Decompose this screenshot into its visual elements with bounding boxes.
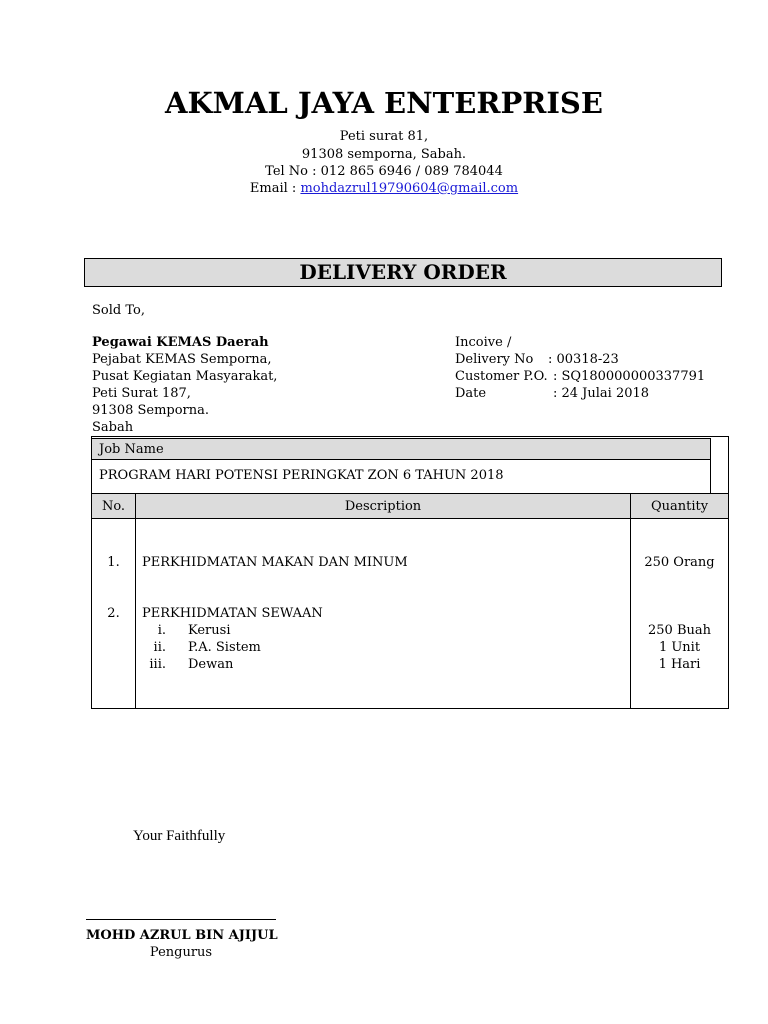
company-address-line-1: Peti surat 81, bbox=[339, 129, 429, 144]
sub-item-description: Kerusi bbox=[188, 623, 231, 638]
table-border bbox=[91, 459, 711, 460]
customer-address-line: 91308 Semporna. bbox=[92, 403, 210, 418]
item-no: 2. bbox=[107, 606, 120, 621]
item-description: PERKHIDMATAN SEWAAN bbox=[142, 606, 323, 621]
job-name-value: PROGRAM HARI POTENSI PERINGKAT ZON 6 TAHUN 2018 bbox=[99, 468, 504, 483]
customer-address-line: Pusat Kegiatan Masyarakat, bbox=[92, 369, 278, 384]
sold-to-label: Sold To, bbox=[92, 303, 145, 318]
document-title: DELIVERY ORDER bbox=[299, 260, 507, 284]
delivery-no-value: : 00318-23 bbox=[548, 352, 619, 367]
sub-item-description: P.A. Sistem bbox=[188, 640, 261, 655]
table-border bbox=[91, 493, 92, 709]
company-tel: Tel No : 012 865 6946 / 089 784044 bbox=[265, 164, 503, 179]
table-border bbox=[728, 493, 729, 709]
customer-address-line: Peti Surat 187, bbox=[92, 386, 191, 401]
item-no: 1. bbox=[107, 555, 120, 570]
item-quantity: 250 Orang bbox=[644, 555, 715, 570]
customer-address-line: Sabah bbox=[92, 420, 134, 435]
sub-item-numeral: i. bbox=[157, 623, 166, 638]
table-border bbox=[630, 493, 631, 709]
col-header-description: Description bbox=[344, 499, 422, 514]
table-border bbox=[91, 438, 711, 439]
delivery-no-label: Delivery No bbox=[455, 352, 534, 367]
email-label: Email : bbox=[249, 181, 297, 196]
job-header-shade bbox=[92, 438, 710, 459]
sub-item-quantity: 250 Buah bbox=[648, 623, 711, 638]
job-name-header: Job Name bbox=[99, 442, 164, 457]
date-value: : 24 Julai 2018 bbox=[553, 386, 650, 401]
table-border bbox=[91, 436, 92, 494]
col-header-quantity: Quantity bbox=[650, 499, 709, 514]
customer-po-label: Customer P.O. bbox=[455, 369, 548, 384]
customer-name: Pegawai KEMAS Daerah bbox=[92, 335, 269, 350]
table-border bbox=[91, 518, 729, 519]
sub-item-quantity: 1 Hari bbox=[658, 657, 701, 672]
sub-item-quantity: 1 Unit bbox=[658, 640, 701, 655]
customer-address-line: Pejabat KEMAS Semporna, bbox=[92, 352, 272, 367]
table-border bbox=[91, 436, 729, 437]
customer-po-value: : SQ180000000337791 bbox=[553, 369, 706, 384]
table-border bbox=[710, 438, 711, 494]
closing-text: Your Faithfully bbox=[133, 828, 226, 844]
col-header-no: No. bbox=[101, 499, 126, 514]
email-link[interactable]: mohdazrul19790604@gmail.com bbox=[300, 181, 519, 196]
signatory-name: MOHD AZRUL BIN AJIJUL bbox=[86, 928, 278, 943]
date-label: Date bbox=[455, 386, 487, 401]
signatory-title: Pengurus bbox=[149, 945, 213, 960]
company-email-line bbox=[0, 180, 768, 197]
sub-item-numeral: ii. bbox=[153, 640, 166, 655]
item-description: PERKHIDMATAN MAKAN DAN MINUM bbox=[142, 555, 408, 570]
invoice-label: Incoive / bbox=[455, 335, 512, 350]
sub-item-description: Dewan bbox=[188, 657, 234, 672]
sub-item-numeral: iii. bbox=[149, 657, 166, 672]
table-border bbox=[135, 493, 136, 709]
company-address-line-2: 91308 semporna, Sabah. bbox=[301, 147, 467, 162]
signature-line bbox=[86, 919, 276, 920]
company-name: AKMAL JAYA ENTERPRISE bbox=[165, 86, 603, 120]
table-border bbox=[91, 493, 729, 494]
table-border bbox=[728, 436, 729, 494]
table-border bbox=[91, 708, 729, 709]
